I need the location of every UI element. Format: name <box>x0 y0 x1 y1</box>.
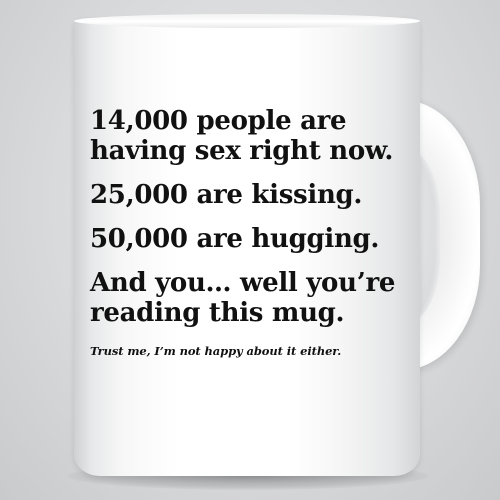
print-tagline: Trust me, I’m not happy about it either. <box>90 344 342 358</box>
print-line-2: having sex right now. <box>90 136 394 166</box>
print-line-1: 14,000 people are <box>90 106 347 136</box>
print-line-5: And you… well you’re <box>90 268 396 298</box>
mug-print <box>90 106 420 358</box>
print-line-3: 25,000 are kissing. <box>90 180 363 210</box>
mug-rim <box>74 14 420 28</box>
print-line-4: 50,000 are hugging. <box>90 224 380 254</box>
print-line-6: reading this mug. <box>90 298 345 328</box>
